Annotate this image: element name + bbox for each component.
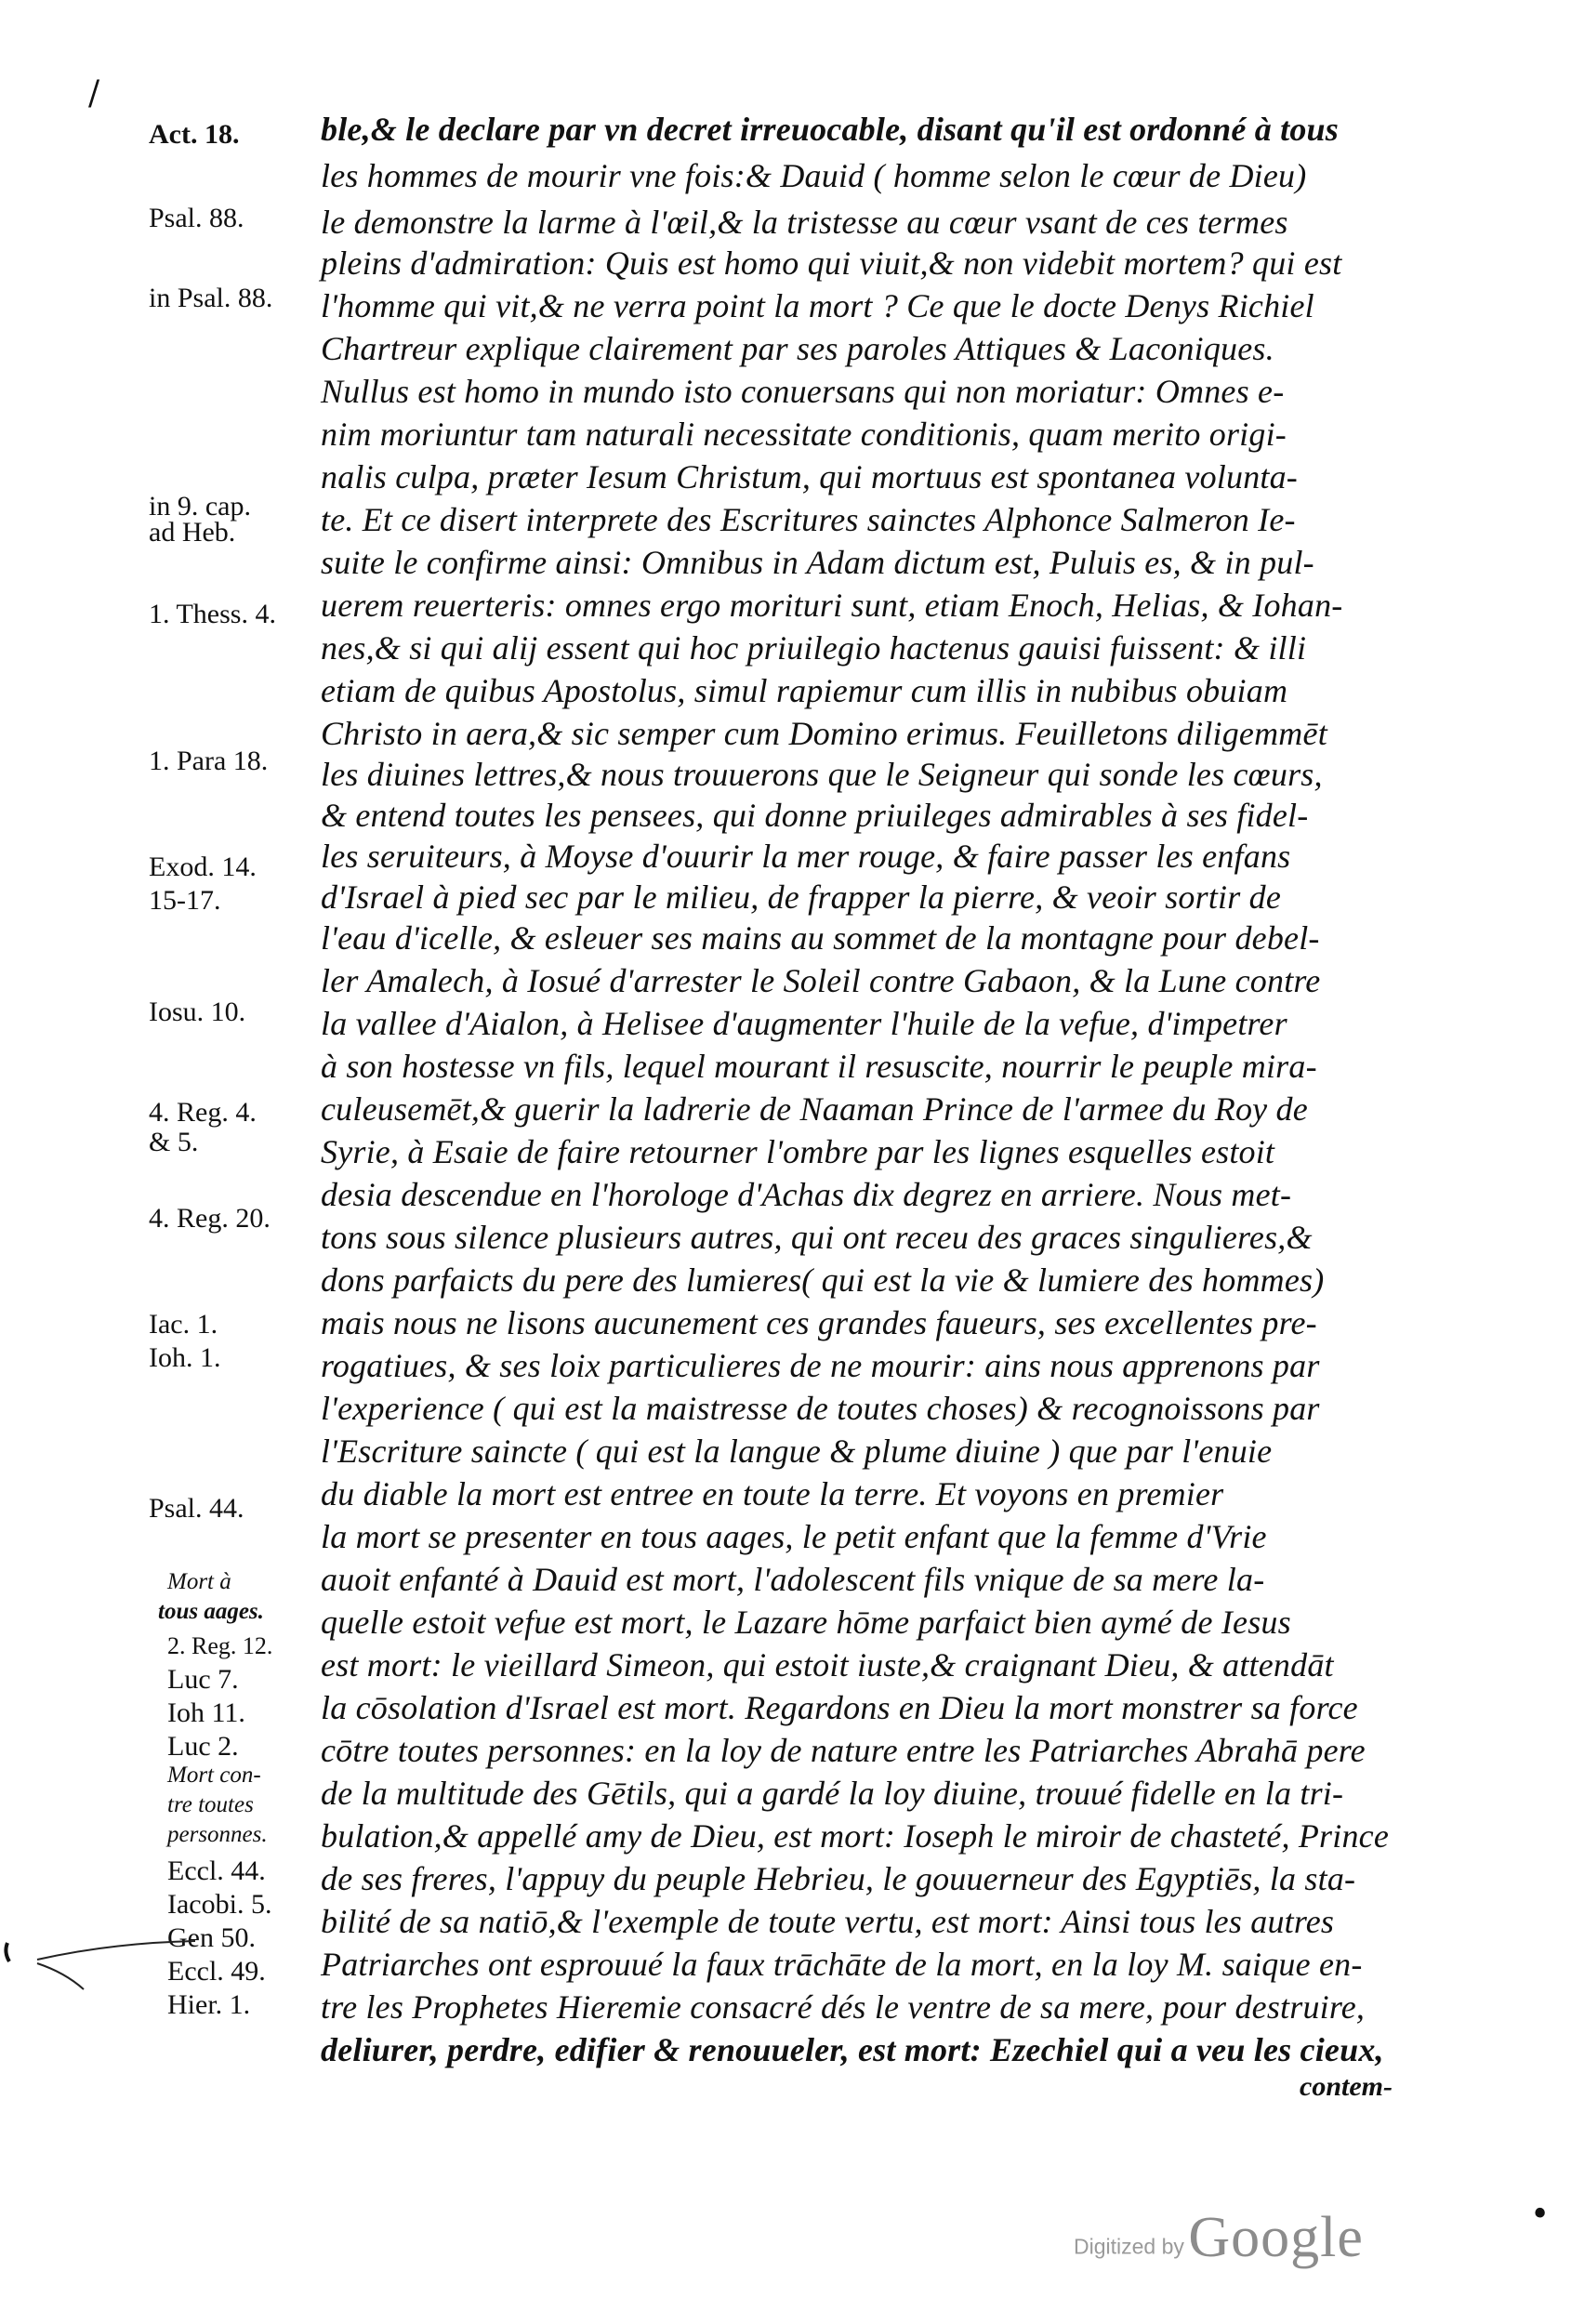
text-line: bulation,& appellé amy de Dieu, est mort: Ioseph le miroir de chasteté, Prince	[321, 1817, 1390, 1855]
text-line: de ses freres, l'appuy du peuple Hebrieu, le gouuerneur des Egyptiēs, la sta-	[321, 1860, 1356, 1897]
margin-note: Mort à	[167, 1569, 231, 1594]
text-line: deliurer, perdre, edifier & renouueler, est mort: Ezechiel qui a veu les cieux,	[321, 2031, 1384, 2068]
margin-note: in Psal. 88.	[149, 283, 273, 313]
text-line: rogatiues, & ses loix particulieres de ne mourir: ains nous apprenons par	[321, 1347, 1320, 1384]
margin-note: Iosu. 10.	[149, 997, 246, 1027]
text-line: d'Israel à pied sec par le milieu, de frapper la pierre, & veoir sortir de	[321, 878, 1282, 916]
margin-note: Exod. 14.	[149, 852, 257, 882]
margin-note: Psal. 44.	[149, 1493, 244, 1524]
text-line: le demonstre la larme à l'œil,& la tristesse au cœur vsant de ces termes	[321, 204, 1288, 241]
margin-note: 1. Thess. 4.	[149, 599, 276, 629]
text-line: l'homme qui vit,& ne verra point la mort ? Ce que le docte Denys Richiel	[321, 287, 1314, 324]
text-line: Syrie, à Esaie de faire retourner l'ombre par les lignes esquelles estoit	[321, 1133, 1275, 1170]
text-line: ble,& le declare par vn decret irreuocable, disant qu'il est ordonné à tous	[321, 111, 1339, 148]
margin-note: Gen 50.	[167, 1922, 256, 1953]
digitized-watermark	[1074, 2205, 1364, 2271]
text-line: la mort se presenter en tous aages, le petit enfant que la femme d'Vrie	[321, 1518, 1267, 1555]
catchword: contem-	[1300, 2071, 1393, 2102]
text-line: quelle estoit vefue est mort, le Lazare hōme parfaict bien aymé de Iesus	[321, 1604, 1291, 1641]
text-line: suite le confirme ainsi: Omnibus in Adam dictum est, Puluis es, & in pul-	[321, 544, 1314, 581]
margin-note: Luc 7.	[167, 1664, 239, 1695]
margin-note: tous aages.	[158, 1599, 264, 1624]
margin-note: Iacobi. 5.	[167, 1889, 272, 1920]
text-line: Nullus est homo in mundo isto conuersans qui non moriatur: Omnes e-	[321, 373, 1285, 410]
text-line: de la multitude des Gētils, qui a gardé la loy diuine, trouué fidelle en la tri-	[321, 1775, 1344, 1812]
text-line: à son hostesse vn fils, lequel mourant il resuscite, nourrir le peuple mira-	[321, 1048, 1317, 1085]
text-line: & entend toutes les pensees, qui donne priuileges admirables à ses fidel-	[321, 797, 1309, 834]
margin-note: Eccl. 49.	[167, 1956, 266, 1987]
text-line: dons parfaicts du pere des lumieres( qui est la vie & lumiere des hommes)	[321, 1261, 1325, 1299]
margin-note: 4. Reg. 20.	[149, 1203, 271, 1234]
margin-note: 15-17.	[149, 885, 221, 916]
text-line: l'Escriture saincte ( qui est la langue & plume diuine ) que par l'enuie	[321, 1433, 1273, 1470]
text-line: Patriarches ont esprouué la faux trāchāte de la mort, en la loy M. saique en-	[321, 1946, 1363, 1983]
text-line: nim moriuntur tam naturali necessitate conditionis, quam merito origi-	[321, 416, 1287, 453]
text-line: culeusemēt,& guerir la ladrerie de Naaman Prince de l'armee du Roy de	[321, 1090, 1308, 1128]
margin-note: Luc 2.	[167, 1731, 239, 1762]
margin-note: Hier. 1.	[167, 1989, 251, 2020]
text-line: la cōsolation d'Israel est mort. Regardons en Dieu la mort monstrer sa force	[321, 1689, 1358, 1726]
text-line: etiam de quibus Apostolus, simul rapiemur cum illis in nubibus obuiam	[321, 672, 1288, 709]
margin-note: Mort con-	[167, 1763, 261, 1788]
text-line: nes,& si qui alij essent qui hoc priuilegio hactenus gauisi fuissent: & illi	[321, 629, 1307, 667]
margin-note: 1. Para 18.	[149, 746, 269, 776]
margin-note: Act. 18.	[149, 119, 240, 150]
watermark-brand: Google	[1188, 2206, 1364, 2269]
margin-note: ad Heb.	[149, 517, 236, 548]
margin-note: 2. Reg. 12.	[167, 1632, 273, 1659]
text-line: pleins d'admiration: Quis est homo qui viuit,& non videbit mortem? qui est	[321, 244, 1342, 282]
text-line: nalis culpa, præter Iesum Christum, qui mortuus est spontanea volunta-	[321, 458, 1298, 495]
margin-note: Psal. 88.	[149, 203, 244, 233]
text-line: ler Amalech, à Iosué d'arrester le Soleil contre Gabaon, & la Lune contre	[321, 962, 1321, 999]
margin-note: personnes.	[167, 1822, 268, 1847]
text-line: cōtre toutes personnes: en la loy de nature entre les Patriarches Abrahā pere	[321, 1732, 1366, 1769]
text-line: du diable la mort est entree en toute la terre. Et voyons en premier	[321, 1475, 1224, 1512]
text-line: les hommes de mourir vne fois:& Dauid ( homme selon le cœur de Dieu)	[321, 157, 1307, 194]
text-line: Christo in aera,& sic semper cum Domino erimus. Feuilletons diligemmēt	[321, 715, 1327, 752]
text-line: te. Et ce disert interprete des Escritures sainctes Alphonce Salmeron Ie-	[321, 501, 1296, 538]
margin-note: tre toutes	[167, 1792, 254, 1817]
margin-note: Eccl. 44.	[167, 1855, 266, 1886]
watermark-prefix: Digitized by	[1074, 2234, 1184, 2259]
text-line: l'eau d'icelle, & esleuer ses mains au sommet de la montagne pour debel-	[321, 919, 1320, 957]
corner-dot-mark: •	[1530, 2196, 1551, 2234]
margin-note: Iac. 1.	[149, 1309, 218, 1340]
pen-stroke-mark	[0, 1924, 214, 1999]
text-line: l'experience ( qui est la maistresse de toutes choses) & recognoissons par	[321, 1390, 1320, 1427]
margin-note: Ioh 11.	[167, 1697, 245, 1728]
text-line: les diuines lettres,& nous trouuerons que le Seigneur qui sonde les cœurs,	[321, 756, 1323, 793]
margin-note: & 5.	[149, 1127, 199, 1157]
corner-slash-mark: /	[88, 74, 100, 112]
text-line: Chartreur explique clairement par ses paroles Attiques & Laconiques.	[321, 330, 1274, 367]
margin-note: Ioh. 1.	[149, 1342, 221, 1373]
text-line: tre les Prophetes Hieremie consacré dés le ventre de sa mere, pour destruire,	[321, 1988, 1366, 2026]
margin-note: 4. Reg. 4.	[149, 1097, 257, 1128]
text-line: la vallee d'Aialon, à Helisee d'augmenter l'huile de la vefue, d'impetrer	[321, 1005, 1287, 1042]
text-line: mais nous ne lisons aucunement ces grandes faueurs, ses excellentes pre-	[321, 1304, 1317, 1341]
text-line: desia descendue en l'horologe d'Achas dix degrez en arriere. Nous met-	[321, 1176, 1292, 1213]
text-line: auoit enfanté à Dauid est mort, l'adolescent fils vnique de sa mere la-	[321, 1561, 1265, 1598]
text-line: est mort: le vieillard Simeon, qui estoit iuste,& craignant Dieu, & attendāt	[321, 1646, 1334, 1684]
text-line: tons sous silence plusieurs autres, qui ont receu des graces singulieres,&	[321, 1219, 1313, 1256]
margin-note: in 9. cap.	[149, 491, 251, 522]
text-line: bilité de sa natiō,& l'exemple de toute vertu, est mort: Ainsi tous les autres	[321, 1903, 1335, 1940]
text-line: les seruiteurs, à Moyse d'ouurir la mer rouge, & faire passer les enfans	[321, 838, 1291, 875]
text-line: uerem reuerteris: omnes ergo morituri sunt, etiam Enoch, Helias, & Iohan-	[321, 587, 1343, 624]
